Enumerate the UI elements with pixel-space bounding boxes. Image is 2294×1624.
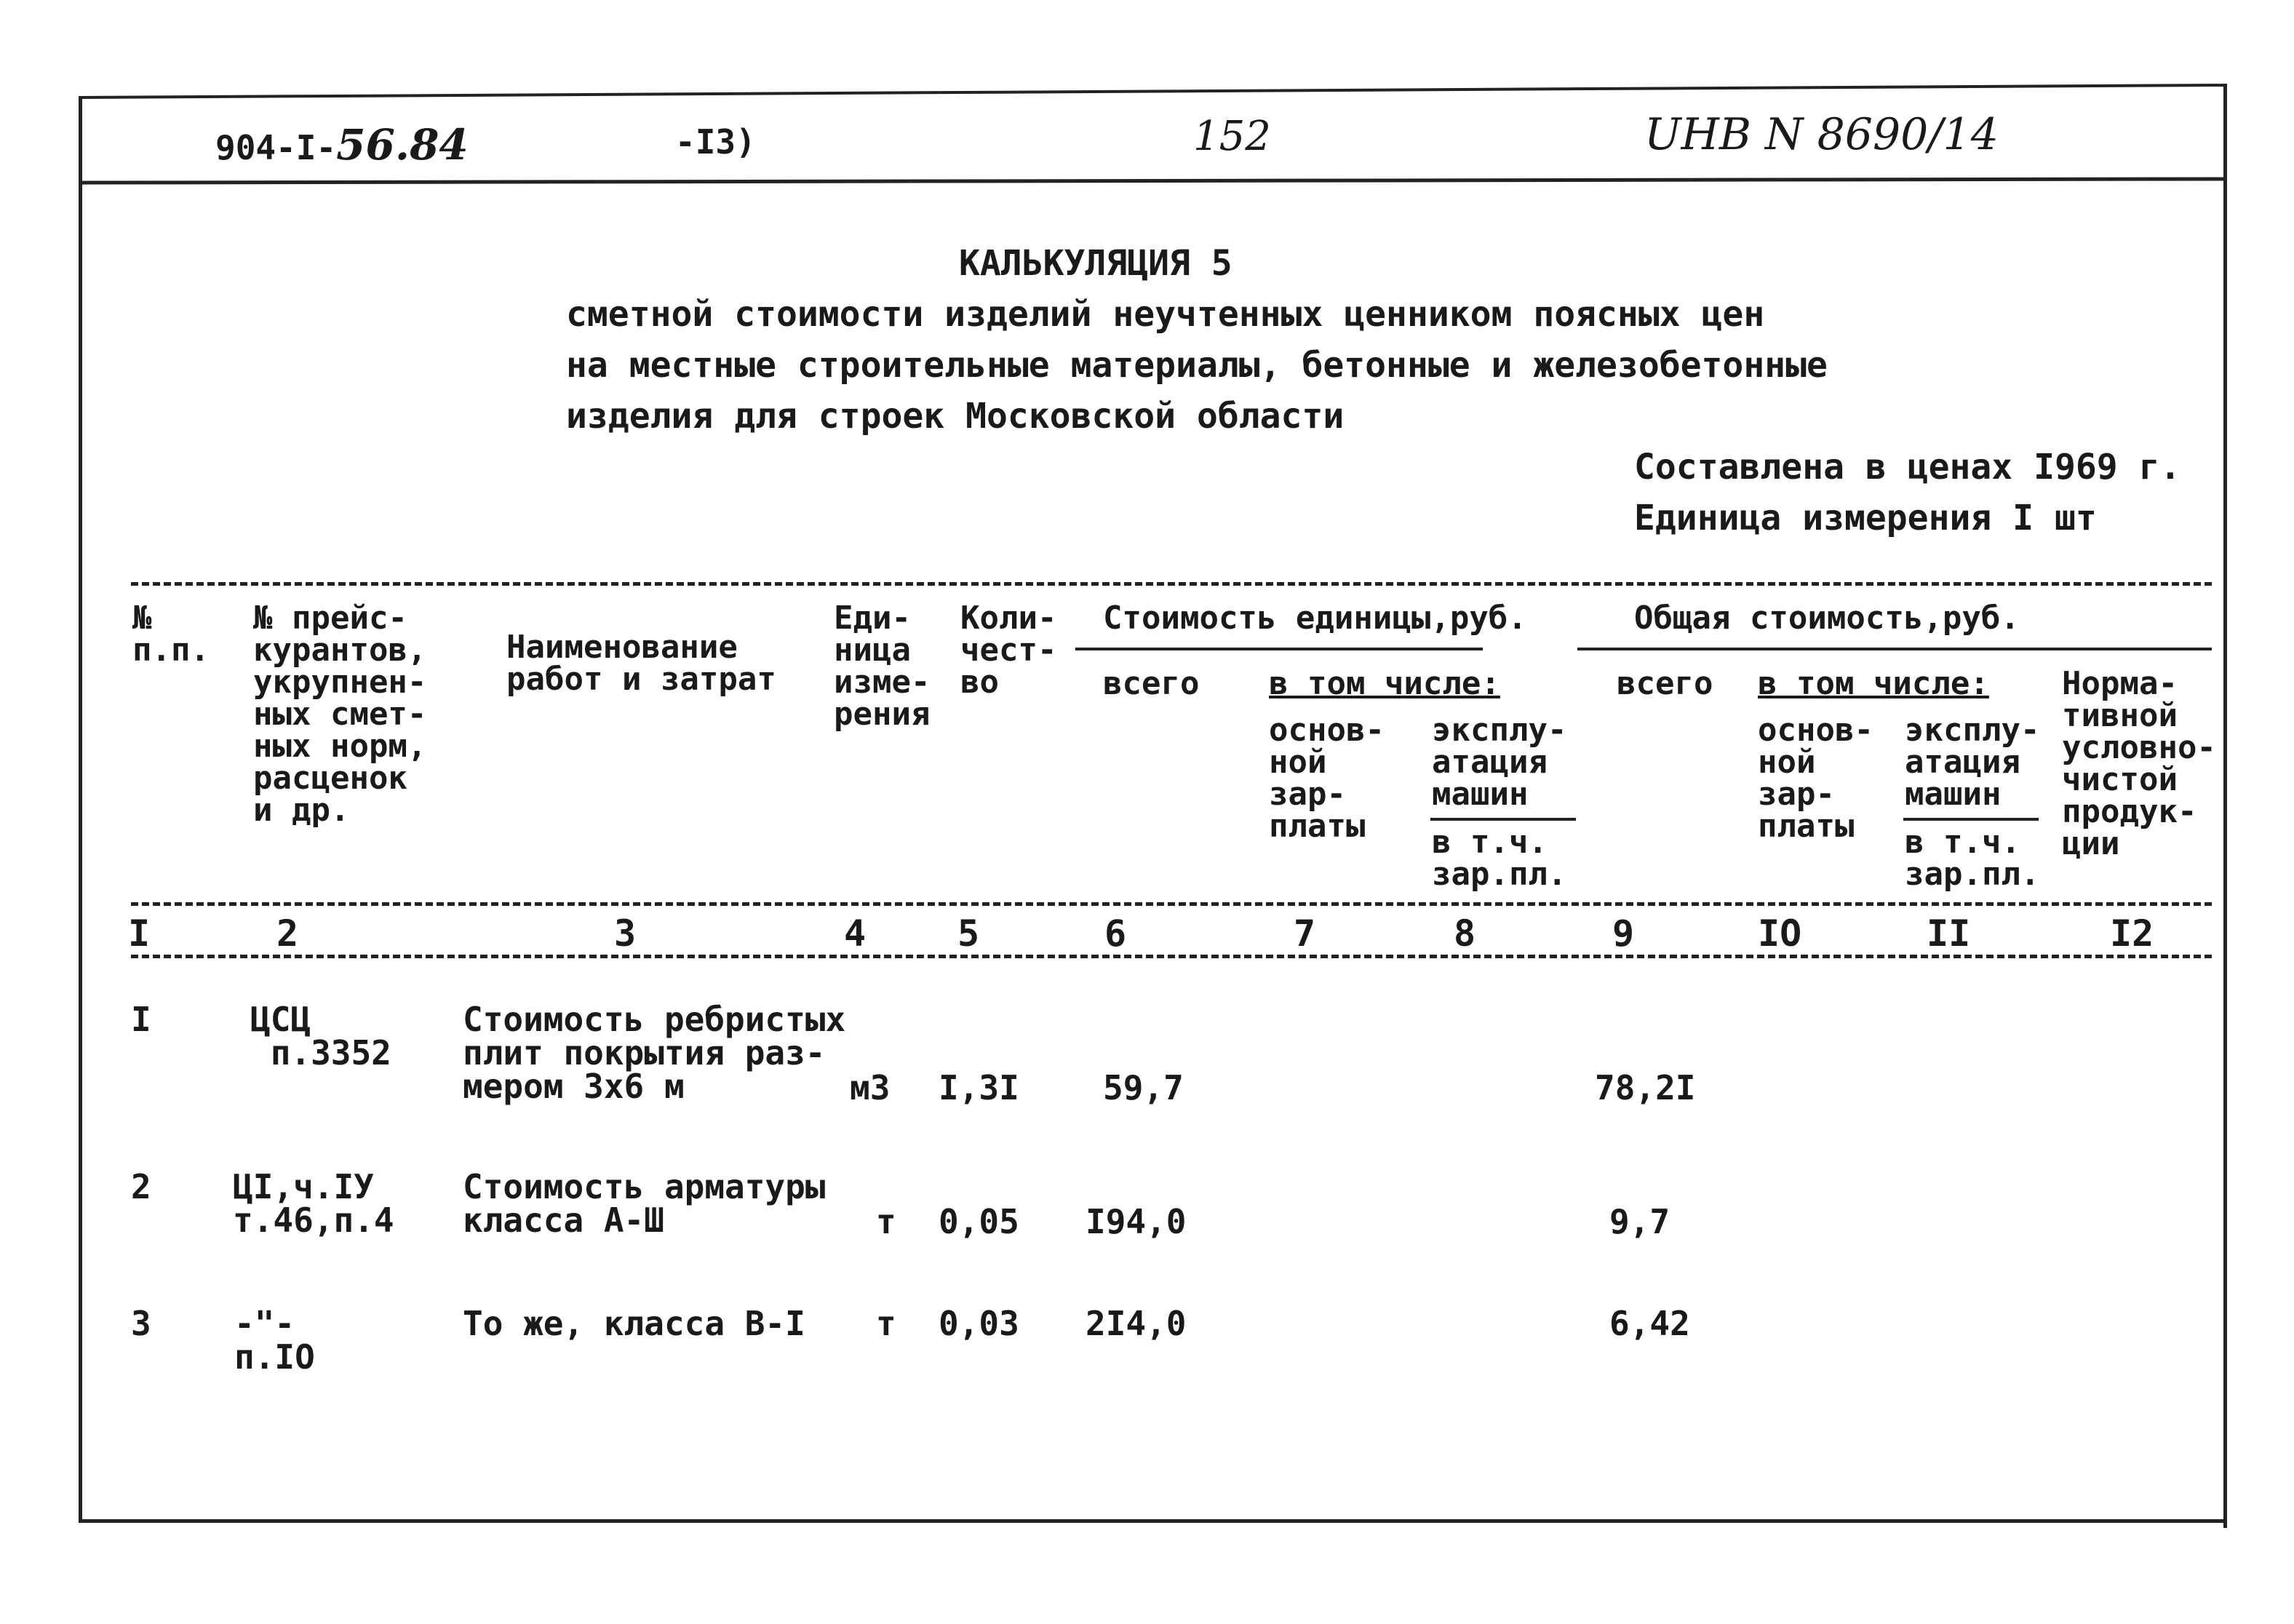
header-col-reference: № прейс- курантов, укрупнен- ных смет- ных норм, расценок и др. xyxy=(253,600,427,829)
row-3-total-cost: 6,42 xyxy=(1609,1304,1690,1343)
row-3-quantity: 0,03 xyxy=(939,1304,1019,1343)
subtitle-line-1: сметной стоимости изделий неучтенных ценником поясных цен xyxy=(566,294,1765,335)
header-total-wages: основ- ной зар- платы xyxy=(1758,712,1873,845)
subtitle-line-3: изделия для строек Московской области xyxy=(566,396,1345,437)
header-unit-incl: в том числе: xyxy=(1269,665,1500,702)
document-title: КАЛЬКУЛЯЦИЯ 5 xyxy=(959,243,1232,284)
column-number-4: 4 xyxy=(844,912,867,955)
frame-right-border xyxy=(2223,84,2227,1528)
column-number-11: II xyxy=(1927,912,1971,955)
row-1-number: I xyxy=(131,1000,151,1039)
header-col-unit: Еди- ница изме- рения xyxy=(834,600,931,733)
unit-note: Единица измерения I шт xyxy=(1634,498,2097,538)
frame-left-border xyxy=(79,96,82,1522)
header-col-quantity: Коли- чест- во xyxy=(960,600,1057,701)
unit-machines-rule xyxy=(1430,818,1576,821)
unit-cost-group-rule xyxy=(1075,648,1483,650)
header-total-total: всего xyxy=(1617,665,1713,702)
row-1-unit: м3 xyxy=(850,1068,891,1107)
column-number-3: 3 xyxy=(614,912,637,955)
column-numbers-dashed-rule xyxy=(131,955,2212,958)
header-total-machines: эксплу- атация машин xyxy=(1905,712,2040,813)
row-2-total-cost: 9,7 xyxy=(1609,1202,1670,1241)
header-total-machines-wages: в т.ч. зар.пл. xyxy=(1905,824,2040,893)
row-3-number: 3 xyxy=(131,1304,151,1343)
header-unit-cost-group: Стоимость единицы,руб. xyxy=(1103,600,1527,637)
section-number: -I3) xyxy=(675,122,756,162)
row-3-reference: -"- п.IO xyxy=(234,1304,315,1377)
row-2-quantity: 0,05 xyxy=(939,1202,1019,1241)
column-number-2: 2 xyxy=(276,912,299,955)
doc-code-printed: 904-I- xyxy=(215,128,337,167)
column-number-9: 9 xyxy=(1612,912,1635,955)
row-2-reference: ЦI,ч.IУ т.46,п.4 xyxy=(233,1167,394,1240)
table-top-dashed-rule xyxy=(131,582,2212,586)
header-col-name: Наименование работ и затрат xyxy=(506,629,776,698)
row-2-number: 2 xyxy=(131,1167,151,1206)
header-bottom-dashed-rule xyxy=(131,902,2212,906)
prices-note: Составлена в ценах I969 г. xyxy=(1634,447,2181,487)
row-2-unit: т xyxy=(876,1202,896,1241)
column-number-6: 6 xyxy=(1104,912,1127,955)
column-number-1: I xyxy=(128,912,151,955)
header-unit-machines: эксплу- атация машин xyxy=(1432,712,1567,813)
header-col-number: № п.п. xyxy=(132,600,210,669)
frame-bottom-border xyxy=(79,1519,2226,1523)
column-number-5: 5 xyxy=(957,912,980,955)
column-number-12: I2 xyxy=(2110,912,2154,955)
header-total-incl: в том числе: xyxy=(1758,665,1989,702)
row-1-name: Стоимость ребристых плит покрытия раз- мером 3х6 м xyxy=(463,1000,846,1106)
row-3-unit-cost: 2I4,0 xyxy=(1086,1304,1187,1343)
column-number-10: IO xyxy=(1758,912,1802,955)
frame-top-border xyxy=(79,84,2226,99)
row-3-name: То же, класса В-I xyxy=(463,1304,805,1343)
row-1-reference: ЦСЦ п.3352 xyxy=(250,1000,391,1072)
row-1-quantity: I,3I xyxy=(939,1068,1019,1107)
row-1-unit-cost: 59,7 xyxy=(1103,1068,1184,1107)
header-unit-total: всего xyxy=(1103,665,1200,702)
total-machines-rule xyxy=(1903,818,2039,821)
subtitle-line-2: на местные строительные материалы, бетонные и железобетонные xyxy=(566,345,1828,386)
header-unit-wages: основ- ной зар- платы xyxy=(1269,712,1385,845)
doc-code xyxy=(215,120,469,170)
row-1-total-cost: 78,2I xyxy=(1595,1068,1696,1107)
total-cost-group-rule xyxy=(1577,648,2212,650)
column-number-7: 7 xyxy=(1294,912,1316,955)
doc-code-handwritten: 56.84 xyxy=(336,120,469,170)
row-2-unit-cost: I94,0 xyxy=(1086,1202,1187,1241)
header-separator xyxy=(79,177,2226,184)
page-number-handwritten: 152 xyxy=(1193,113,1271,160)
header-unit-machines-wages: в т.ч. зар.пл. xyxy=(1432,824,1567,893)
column-number-8: 8 xyxy=(1454,912,1476,955)
row-3-unit: т xyxy=(876,1304,896,1343)
header-total-cost-group: Общая стоимость,руб. xyxy=(1634,600,2020,637)
inventory-number-handwritten: UHB N 8690/14 xyxy=(1644,109,1999,160)
row-2-name: Стоимость арматуры класса А-Ш xyxy=(463,1167,826,1240)
header-normative: Норма- тивной условно- чистой продук- ции xyxy=(2062,665,2216,862)
